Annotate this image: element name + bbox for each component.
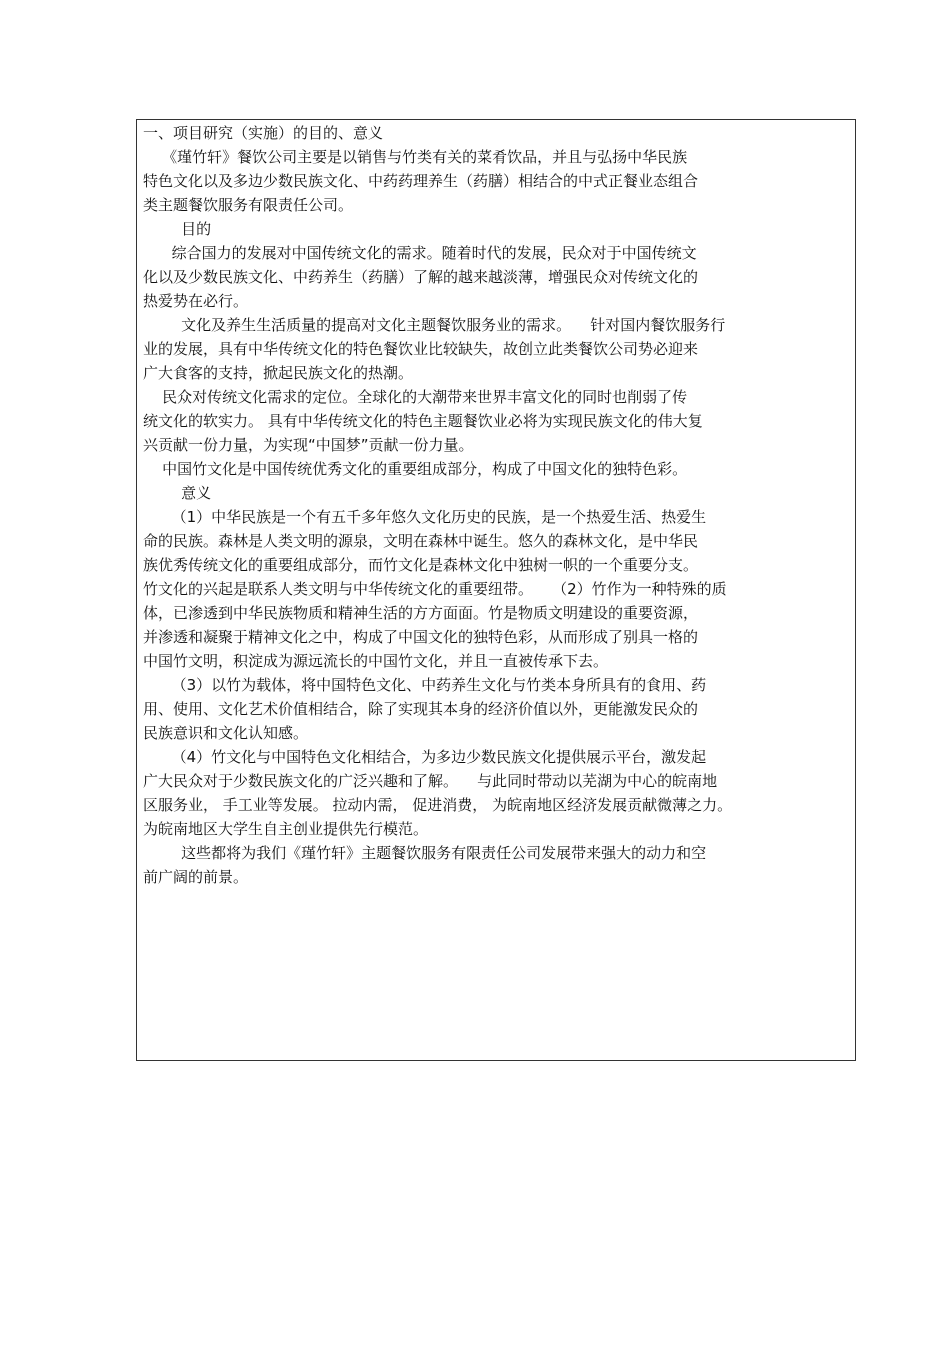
text-line: 综合国力的发展对中国传统文化的需求。随着时代的发展，民众对于中国传统文: [143, 244, 697, 262]
text-line: 体，已渗透到中华民族物质和精神生活的方方面面。竹是物质文明建设的重要资源，: [143, 604, 699, 622]
section-heading: 一、项目研究（实施）的目的、意义: [143, 124, 384, 142]
text-line: 中国竹文化是中国传统优秀文化的重要组成部分，构成了中国文化的独特色彩。: [143, 460, 688, 478]
text-line: 统文化的软实力。 具有中华传统文化的特色主题餐饮业必将为实现民族文化的伟大复: [143, 412, 703, 430]
text-line: 为皖南地区大学生自主创业提供先行模范。: [143, 820, 429, 838]
text-line: （4）竹文化与中国特色文化相结合，为多边少数民族文化提供展示平台，激发起: [143, 748, 707, 766]
text-line: 前广阔的前景。: [143, 868, 249, 886]
text-line: 族优秀传统文化的重要组成部分，而竹文化是森林文化中独树一帜的一个重要分支。: [143, 556, 699, 574]
text-line: 用、使用、文化艺术价值相结合，除了实现其本身的经济价值以外，更能激发民众的: [143, 700, 699, 718]
text-line: 兴贡献一份力量，为实现“中国梦”贡献一份力量。: [143, 436, 474, 454]
text-line: 《瑾竹轩》餐饮公司主要是以销售与竹类有关的菜肴饮品，并且与弘扬中华民族: [143, 148, 688, 166]
text-line: 中国竹文明，积淀成为源远流长的中国竹文化，并且一直被传承下去。: [143, 652, 609, 670]
text-line: 竹文化的兴起是联系人类文明与中华传统文化的重要纽带。 （2）竹作为一种特殊的质: [143, 580, 727, 598]
text-line: 民众对传统文化需求的定位。全球化的大潮带来世界丰富文化的同时也削弱了传: [143, 388, 688, 406]
subheading-purpose: 目的: [143, 220, 212, 238]
text-line: 命的民族。森林是人类文明的源泉，文明在森林中诞生。悠久的森林文化，是中华民: [143, 532, 699, 550]
text-line: 类主题餐饮服务有限责任公司。: [143, 196, 354, 214]
text-line: 广大民众对于少数民族文化的广泛兴趣和了解。 与此同时带动以芜湖为中心的皖南地: [143, 772, 718, 790]
text-line: 化以及少数民族文化、中药养生（药膳）了解的越来越淡薄，增强民众对传统文化的: [143, 268, 699, 286]
text-line: 民族意识和文化认知感。: [143, 724, 309, 742]
document-frame: [136, 119, 856, 1061]
text-line: 并渗透和凝聚于精神文化之中，构成了中国文化的独特色彩，从而形成了别具一格的: [143, 628, 699, 646]
text-line: 广大食客的支持，掀起民族文化的热潮。: [143, 364, 414, 382]
text-line: 特色文化以及多边少数民族文化、中药药理养生（药膳）相结合的中式正餐业态组合: [143, 172, 699, 190]
subheading-significance: 意义: [143, 484, 212, 502]
text-line: （3）以竹为载体，将中国特色文化、中药养生文化与竹类本身所具有的食用、药: [143, 676, 707, 694]
text-line: 文化及养生生活质量的提高对文化主题餐饮服务业的需求。 针对国内餐饮服务行: [143, 316, 726, 334]
text-line: 热爱势在必行。: [143, 292, 249, 310]
text-line: 这些都将为我们《瑾竹轩》主题餐饮服务有限责任公司发展带来强大的动力和空: [143, 844, 707, 862]
text-line: （1）中华民族是一个有五千多年悠久文化历史的民族，是一个热爱生活、热爱生: [143, 508, 707, 526]
text-line: 区服务业， 手工业等发展。 拉动内需， 促进消费， 为皖南地区经济发展贡献微薄之力。: [143, 796, 733, 814]
text-line: 业的发展，具有中华传统文化的特色餐饮业比较缺失，故创立此类餐饮公司势必迎来: [143, 340, 699, 358]
